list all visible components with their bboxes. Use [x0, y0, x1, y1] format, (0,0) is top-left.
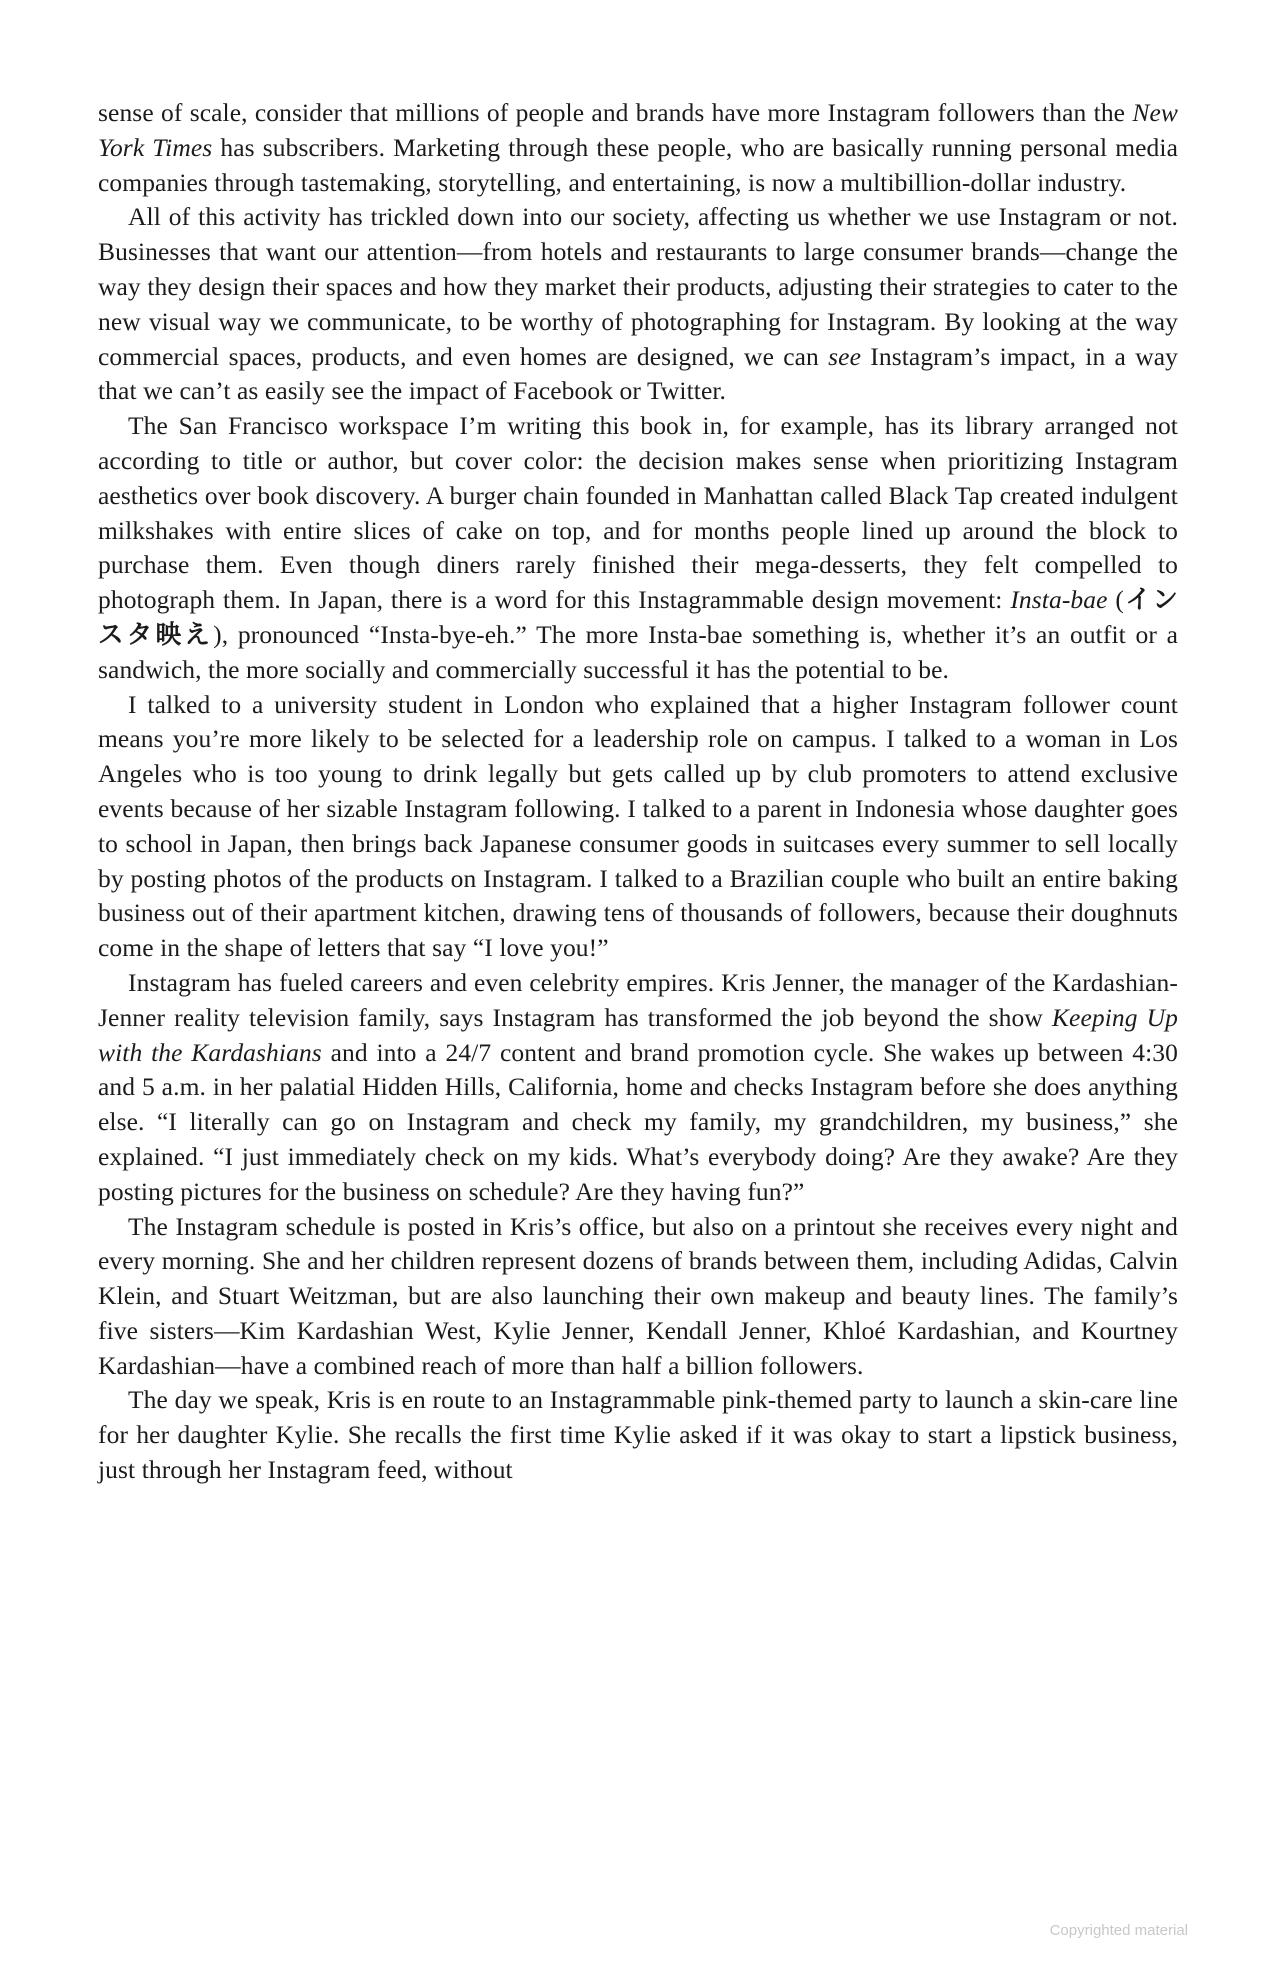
japanese-text: インスタ映え — [98, 585, 1178, 650]
paragraph: I talked to a university student in London who explained that a higher Instagram follower count means you’re more likely to be selected for a leadership role on campus. I talked to a woman in Los Angeles who is too young to drink legally but gets called up by club promoters to attend exclusive events because of her sizable Instagram following. I talked to a parent in Indonesia whose daughter goes to school in Japan, then brings back Japanese consumer goods in suitcases every summer to sell locally by posting photos of the products on Instagram. I talked to a Brazilian couple who built an entire baking business out of their apartment kitchen, drawing tens of thousands of followers, because their doughnuts come in the shape of letters that say “I love you!” — [98, 689, 1178, 963]
copyright-watermark: Copyrighted material — [1049, 1922, 1188, 1939]
paragraph: Instagram has fueled careers and even celebrity empires. Kris Jenner, the manager of the Kardashian-Jenner reality television family, says Instagram has transformed the job beyond the show Keeping Up with the Kardashians and into a 24/7 content and brand promotion cycle. She wakes up between 4:30 and 5 a.m. in her palatial Hidden Hills, California, home and checks Instagram before she does anything else. “I literally can go on Instagram and check my family, my grandchildren, my business,” she explained. “I just immediately check on my kids. What’s everybody doing? Are they awake? Are they posting pictures for the business on schedule? Are they having fun?” — [98, 967, 1179, 1206]
paragraph: The San Francisco workspace I’m writing this book in, for example, has its library arranged not according to title or author, but cover color: the decision makes sense when prioritizing Instagram aesthetics over book discovery. A burger chain founded in Manhattan called Black Tap created indulgent milkshakes with entire slices of cake on top, and for months people lined up around the block to purchase them. Even though diners rarely finished their mega-desserts, they felt compelled to photograph them. In Japan, there is a word for this Instagrammable design movement: Insta-bae (インスタ映え), pronounced “Insta-bye-eh.” The more Insta-bae something is, whether it’s an outfit or a sandwich, the more socially and commercially successful it has the potential to be. — [98, 411, 1178, 684]
paragraph: The day we speak, Kris is en route to an Instagrammable pink-themed party to launch a skin-care line for her daughter Kylie. She recalls the first time Kylie asked if it was okay to start a lipstick business, just through her Instagram feed, without — [98, 1385, 1178, 1485]
text-block — [98, 96, 1178, 1488]
paragraph: All of this activity has trickled down into our society, affecting us whether we use Instagram or not. Businesses that want our attention—from hotels and restaurants to large consumer brands—change the way they design their spaces and how they market their products, adjusting their strategies to cater to the new visual way we communicate, to be worthy of photographing for Instagram. By looking at the way commercial spaces, products, and even homes are designed, we can see Instagram’s impact, in a way that we can’t as easily see the impact of Facebook or Twitter. — [98, 202, 1178, 406]
paragraph: The Instagram schedule is posted in Kris’s office, but also on a printout she receives every night and every morning. She and her children represent dozens of brands between them, including Adidas, Calvin Klein, and Stuart Weitzman, but are also launching their own makeup and beauty lines. The family’s five sisters—Kim Kardashian West, Kylie Jenner, Kendall Jenner, Khloé Kardashian, and Kourtney Kardashian—have a combined reach of more than half a billion followers. — [98, 1211, 1178, 1380]
paragraph: sense of scale, consider that millions of people and brands have more Instagram followers than the New York Times has subscribers. Marketing through these people, who are basically running personal media companies through tastemaking, storytelling, and entertaining, is now a multibillion-dollar industry. — [98, 98, 1178, 197]
